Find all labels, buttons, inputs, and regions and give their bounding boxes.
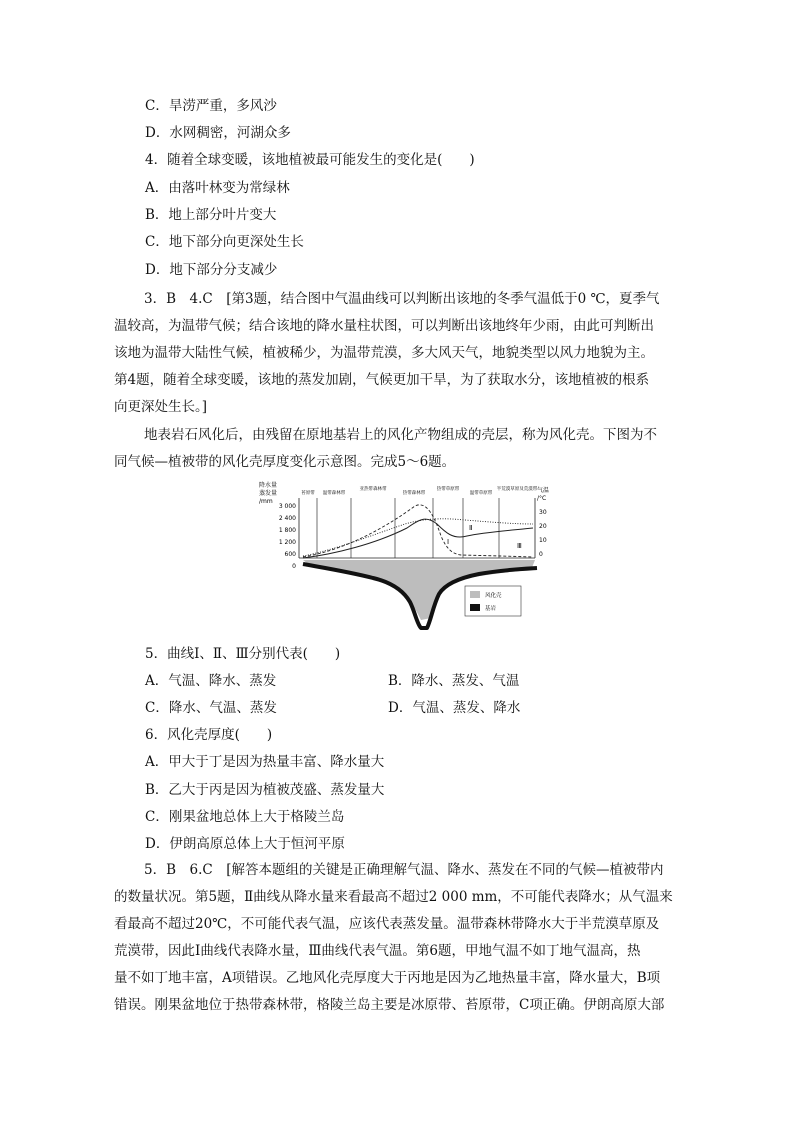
left-tick: 1 200: [278, 539, 296, 546]
q3-option-d: D．水网稠密，河湖众多: [145, 125, 291, 141]
weathering-crust-figure: [255, 478, 555, 636]
q5-option-a: A．气温、降水、蒸发: [145, 673, 277, 689]
curve-i: [303, 505, 533, 557]
q6-stem: 6．风化壳厚度( ): [145, 727, 273, 743]
q5-option-d: D．气温、蒸发、降水: [388, 700, 521, 716]
q4-stem: 4．随着全球变暖，该地植被最可能发生的变化是( ): [145, 152, 475, 168]
q4-option-d: D．地下部分分支减少: [145, 262, 278, 278]
right-axis-label: /°C: [537, 495, 547, 502]
left-tick: 2 400: [278, 515, 296, 522]
answer-line: 看最高不超过20℃，不可能代表气温，应该代表蒸发量。温带森林带降水大于半荒漠草原及: [114, 916, 660, 932]
q5-stem: 5．曲线Ⅰ、Ⅱ、Ⅲ分别代表( ): [145, 646, 341, 662]
curve-label: Ⅰ: [447, 538, 450, 546]
answer-line: 向更深处生长。]: [114, 399, 208, 415]
answer-line: 温较高，为温带气候；结合该地的降水量柱状图，可以判断出该地终年少雨，由此可判断出: [114, 318, 654, 334]
zone-label: 苔原带: [301, 491, 315, 496]
curve-ii: [303, 519, 533, 558]
answer-line: 荒漠带，因此Ⅰ曲线代表降水量，Ⅲ曲线代表气温。第6题，甲地气温不如丁地气温高，热: [114, 943, 641, 959]
right-tick: 20: [539, 523, 547, 530]
right-axis-label: 气温: [537, 487, 550, 494]
answer-5-6: [114, 857, 684, 1019]
answer-line: 3．B 4.C [第3题，结合图中气温曲线可以判断出该地的冬季气温低于0 ℃，夏季气: [144, 291, 660, 307]
right-tick: 0: [539, 551, 543, 558]
left-axis-label: 蒸发量: [259, 490, 278, 497]
intro-5-6: [114, 422, 684, 476]
answer-line: 5．B 6.C [解答本题组的关键是正确理解气温、降水、蒸发在不同的气候—植被带内: [144, 862, 664, 878]
legend-label: 风化壳: [485, 593, 502, 599]
left-tick: 0: [292, 563, 296, 570]
q5-option-c: C．降水、气温、蒸发: [145, 700, 277, 716]
curve-label: Ⅲ: [517, 542, 522, 550]
zone-label: 温带草原带: [469, 491, 493, 496]
legend-label: 基岩: [485, 606, 497, 612]
zone-label: 温带森林带: [322, 491, 346, 496]
q4-option-c: C．地下部分向更深处生长: [145, 234, 304, 250]
zone-label: 热带草原带: [436, 487, 460, 492]
zone-label: 半荒漠草原及荒漠带: [496, 487, 538, 492]
q6-option-a: A．甲大于丁是因为热量丰富、降水量大: [145, 754, 385, 770]
zone-label: 热带森林带: [402, 491, 426, 496]
answer-line: 该地为温带大陆性气候，植被稀少，为温带荒漠，多大风天气，地貌类型以风力地貌为主。: [114, 345, 654, 361]
answer-line: 量不如丁地丰富，A项错误。乙地风化壳厚度大于丙地是因为乙地热量丰富，降水量大，B项: [114, 970, 661, 986]
legend-swatch-bedrock: [470, 604, 480, 611]
curve-iii: [303, 519, 533, 556]
answer-3-4: [114, 286, 684, 421]
curve-label: Ⅱ: [469, 524, 473, 532]
q3-option-c: C．旱涝严重，多风沙: [145, 98, 277, 114]
left-axis-label: /mm: [259, 498, 273, 505]
right-tick: 10: [539, 537, 547, 544]
q5-option-b: B．降水、蒸发、气温: [388, 673, 520, 689]
left-tick: 1 800: [278, 527, 296, 534]
left-tick: 3 000: [278, 503, 296, 510]
intro-line: 地表岩石风化后，由残留在原地基岩上的风化产物组成的壳层，称为风化壳。下图为不: [144, 427, 657, 443]
answer-line: 错误。刚果盆地位于热带森林带，格陵兰岛主要是冰原带、苔原带，C项正确。伊朗高原大部: [114, 997, 665, 1013]
q4-option-b: B．地上部分叶片变大: [145, 207, 277, 223]
right-tick: 30: [539, 509, 547, 516]
legend-swatch-crust: [470, 591, 480, 598]
left-axis-label: 降水量: [259, 482, 278, 489]
q6-option-b: B．乙大于丙是因为植被茂盛、蒸发量大: [145, 782, 385, 798]
answer-line: 第4题，随着全球变暖，该地的蒸发加剧，气候更加干旱，为了获取水分，该地植被的根系: [114, 372, 650, 388]
q6-option-c: C．刚果盆地总体上大于格陵兰岛: [145, 809, 345, 825]
answer-line: 的数量状况。第5题，Ⅱ曲线从降水量来看最高不超过2 000 mm，不可能代表降水；从气温来: [114, 889, 673, 905]
intro-line: 同气候—植被带的风化壳厚度变化示意图。完成5～6题。: [114, 454, 456, 470]
q4-option-a: A．由落叶林变为常绿林: [145, 180, 290, 196]
zone-label: 亚热带森林带: [359, 487, 387, 492]
q6-option-d: D．伊朗高原总体上大于恒河平原: [145, 836, 345, 852]
left-tick: 600: [284, 551, 296, 558]
